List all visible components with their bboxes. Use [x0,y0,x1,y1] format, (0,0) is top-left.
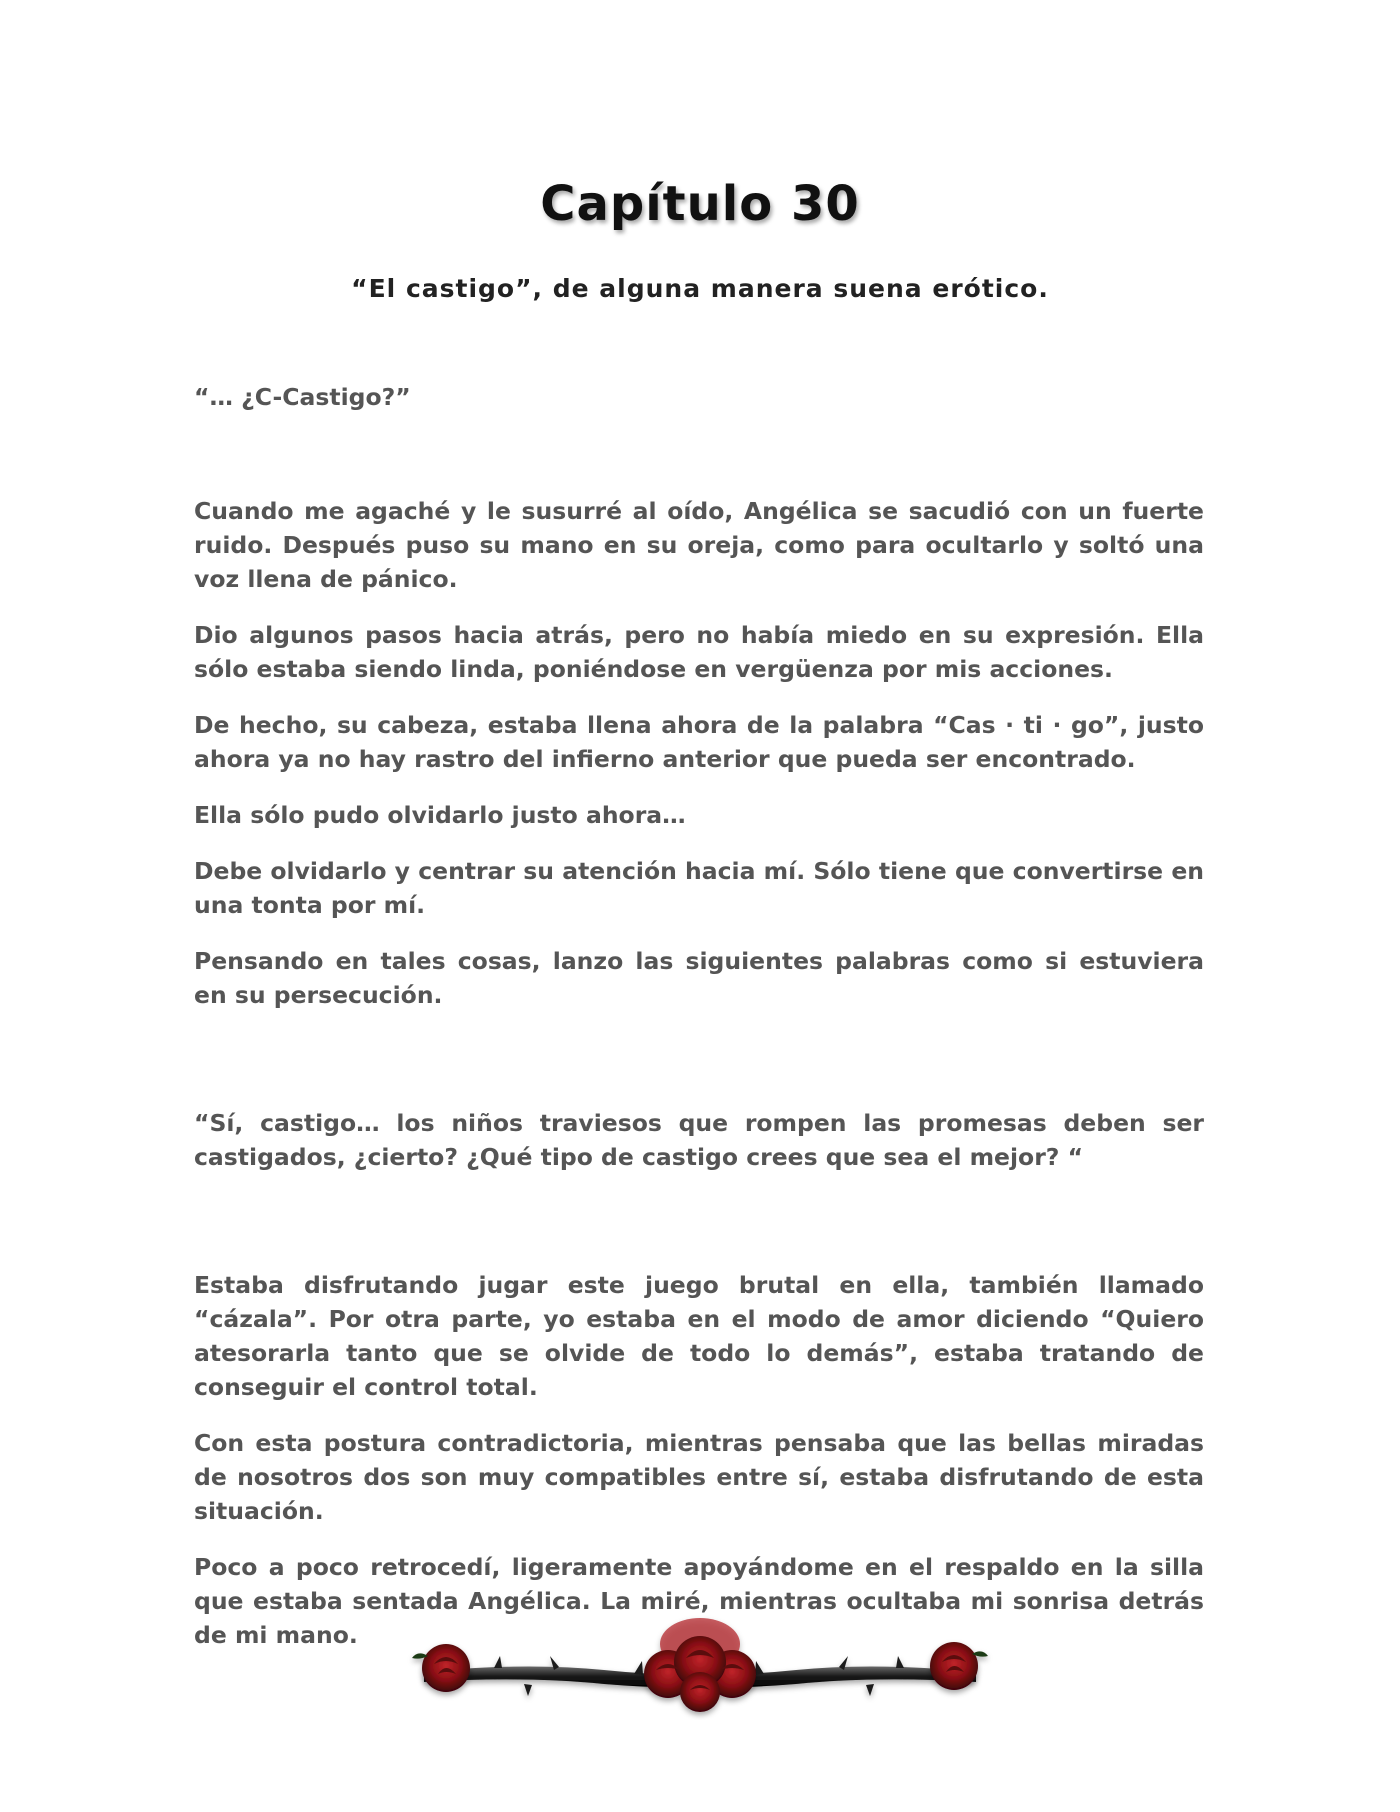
chapter-title: Capítulo 30 [540,176,860,232]
chapter-body [194,380,1204,1652]
paragraph: Pensando en tales cosas, lanzo las siguientes palabras como si estuviera en su persecución. [194,947,1204,1009]
chapter-subtitle: “El castigo”, de alguna manera suena erótico. [351,274,1049,303]
paragraph: Cuando me agaché y le susurré al oído, Angélica se sacudió con un fuerte ruido. Después puso su mano en su oreja, como para ocultarlo y soltó una voz llena de pánico. [194,497,1204,593]
paragraph: Ella sólo pudo olvidarlo justo ahora… [194,801,686,829]
paragraph: Dio algunos pasos hacia atrás, pero no había miedo en su expresión. Ella sólo estaba siendo linda, poniéndose en vergüenza por mis acciones. [194,621,1204,683]
rose-vine-divider-icon [404,1610,996,1720]
dialogue-line: “… ¿C-Castigo?” [194,383,411,411]
paragraph: Estaba disfrutando jugar este juego brutal en ella, también llamado “cázala”. Por otra parte, yo estaba en el modo de amor diciendo “Quiero atesorarla tanto que se olvide de todo lo demás”, estaba tratando de conseguir el control total. [194,1271,1204,1401]
paragraph: Debe olvidarlo y centrar su atención hacia mí. Sólo tiene que convertirse en una tonta por mí. [194,857,1204,919]
paragraph: Con esta postura contradictoria, mientras pensaba que las bellas miradas de nosotros dos son muy compatibles entre sí, estaba disfrutando de esta situación. [194,1429,1204,1525]
paragraph: Poco a poco retrocedí, ligeramente apoyándome en el respaldo en la silla que estaba sentada Angélica. La miré, mientras ocultaba mi sonrisa detrás de mi mano. [194,1553,1204,1649]
dialogue-line: “Sí, castigo… los niños traviesos que rompen las promesas deben ser castigados, ¿cierto? ¿Qué tipo de castigo crees que sea el mejor? “ [194,1109,1204,1171]
paragraph: De hecho, su cabeza, estaba llena ahora de la palabra “Cas · ti · go”, justo ahora ya no hay rastro del infierno anterior que pueda ser encontrado. [194,711,1204,773]
